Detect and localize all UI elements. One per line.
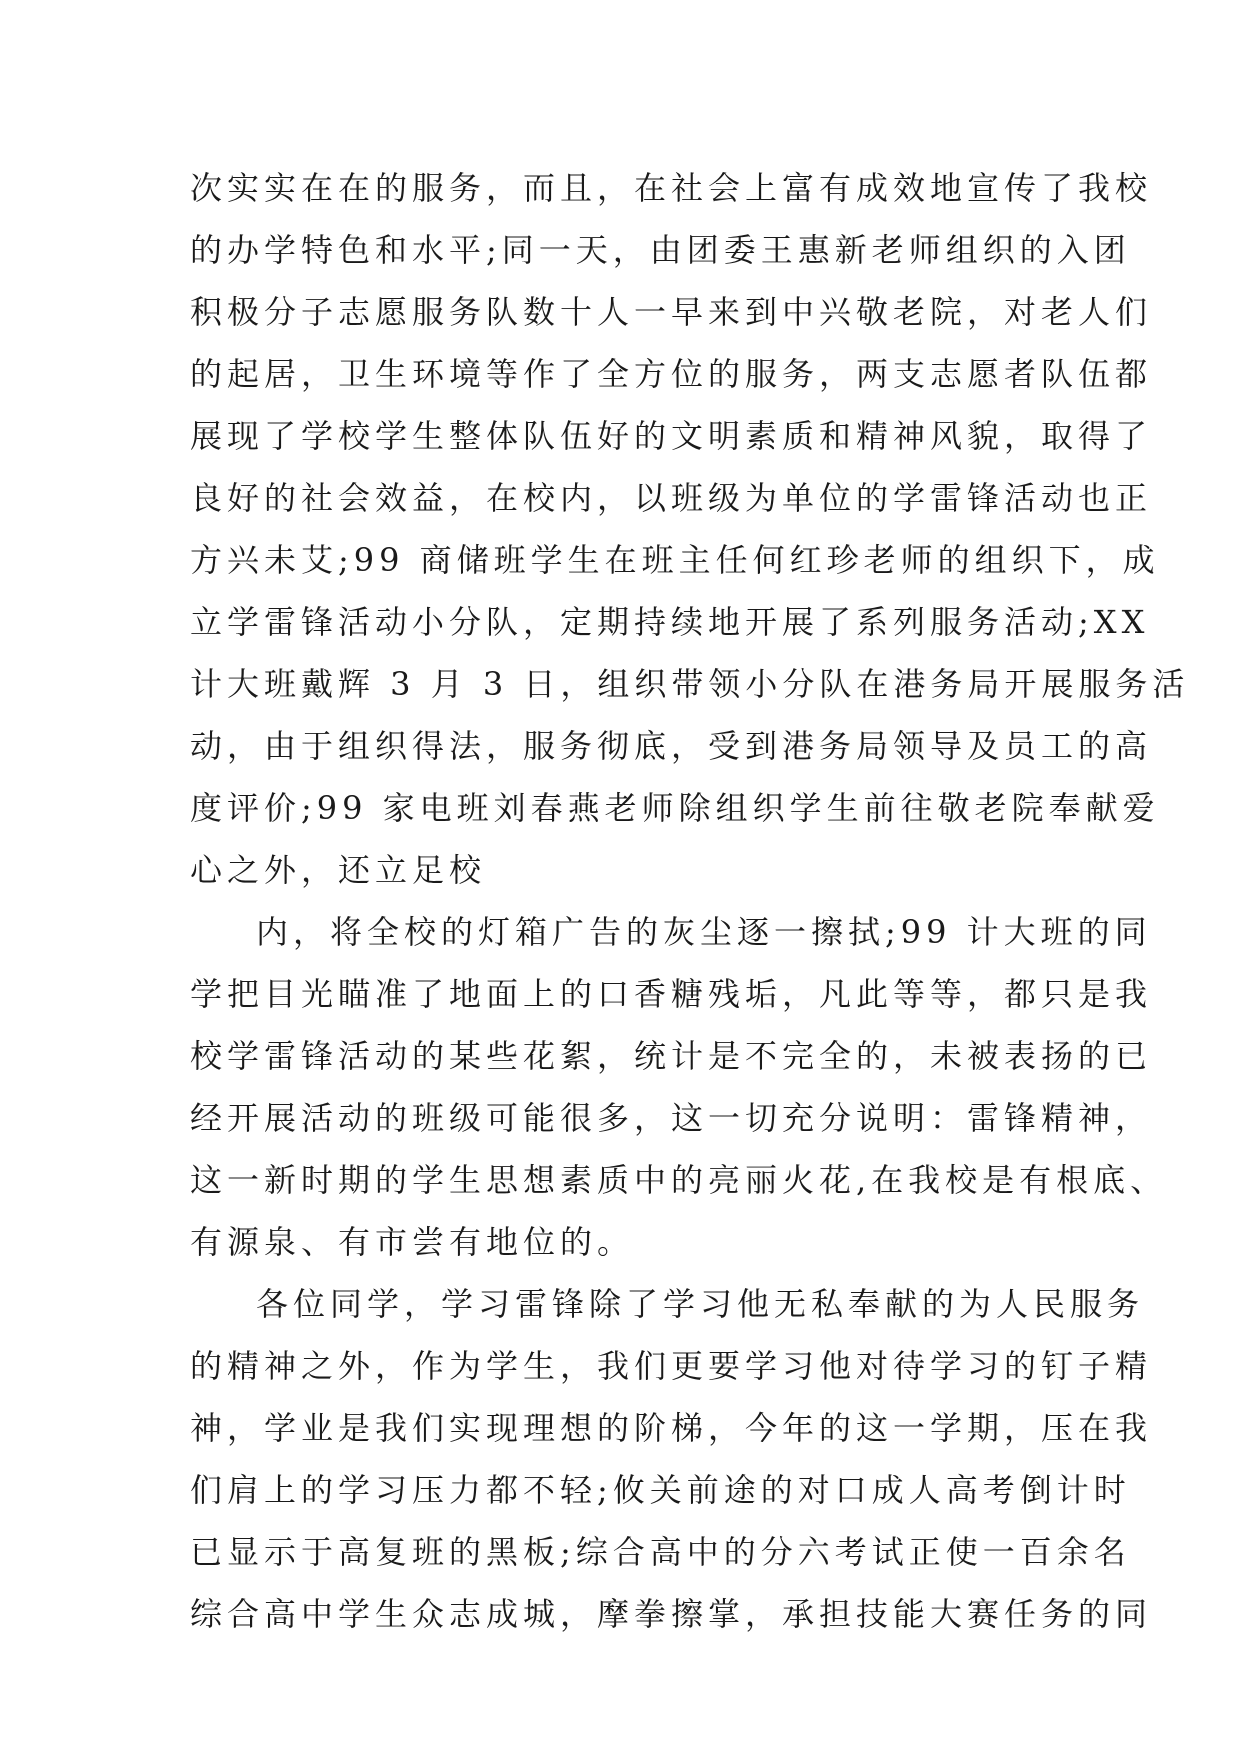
text-line: 展现了学校学生整体队伍好的文明素质和精神风貌，取得了 xyxy=(190,417,1153,455)
text-line: 已显示于高复班的黑板;综合高中的分六考试正使一百余名 xyxy=(190,1533,1131,1571)
text-line: 方兴未艾;99 商储班学生在班主任何红珍老师的组织下，成 xyxy=(190,541,1160,579)
body-text xyxy=(190,157,1190,1645)
text-line: 的办学特色和水平;同一天，由团委王惠新老师组织的入团 xyxy=(190,231,1131,269)
text-line: 校学雷锋活动的某些花絮，统计是不完全的，未被表扬的已 xyxy=(190,1037,1153,1075)
text-line: 综合高中学生众志成城，摩拳擦掌，承担技能大赛任务的同 xyxy=(190,1595,1153,1633)
text-line: 有源泉、有市尝有地位的。 xyxy=(190,1223,635,1261)
text-line: 学把目光瞄准了地面上的口香糖残垢，凡此等等，都只是我 xyxy=(190,975,1153,1013)
text-line: 积极分子志愿服务队数十人一早来到中兴敬老院，对老人们 xyxy=(190,293,1153,331)
text-line: 次实实在在的服务，而且，在社会上富有成效地宣传了我校 xyxy=(190,169,1153,207)
text-line: 立学雷锋活动小分队，定期持续地开展了系列服务活动;XX xyxy=(190,603,1150,641)
text-line: 们肩上的学习压力都不轻;攸关前途的对口成人高考倒计时 xyxy=(190,1471,1131,1509)
text-line: 心之外，还立足校 xyxy=(190,851,487,889)
text-line: 的起居，卫生环境等作了全方位的服务，两支志愿者队伍都 xyxy=(190,355,1153,393)
text-line: 良好的社会效益，在校内，以班级为单位的学雷锋活动也正 xyxy=(190,479,1153,517)
text-line: 动，由于组织得法，服务彻底，受到港务局领导及员工的高 xyxy=(190,727,1153,765)
text-line: 经开展活动的班级可能很多，这一切充分说明：雷锋精神， xyxy=(190,1099,1153,1137)
text-line: 的精神之外，作为学生，我们更要学习他对待学习的钉子精 xyxy=(190,1347,1153,1385)
text-line: 这一新时期的学生思想素质中的亮丽火花,在我校是有根底、 xyxy=(190,1161,1168,1199)
text-line: 神，学业是我们实现理想的阶梯，今年的这一学期，压在我 xyxy=(190,1409,1153,1447)
text-line: 内，将全校的灯箱广告的灰尘逐一擦拭;99 计大班的同 xyxy=(256,913,1152,951)
text-line: 各位同学，学习雷锋除了学习他无私奉献的为人民服务 xyxy=(256,1285,1145,1323)
text-line: 计大班戴辉 3 月 3 日，组织带领小分队在港务局开展服务活 xyxy=(190,665,1190,703)
text-line: 度评价;99 家电班刘春燕老师除组织学生前往敬老院奉献爱 xyxy=(190,789,1160,827)
